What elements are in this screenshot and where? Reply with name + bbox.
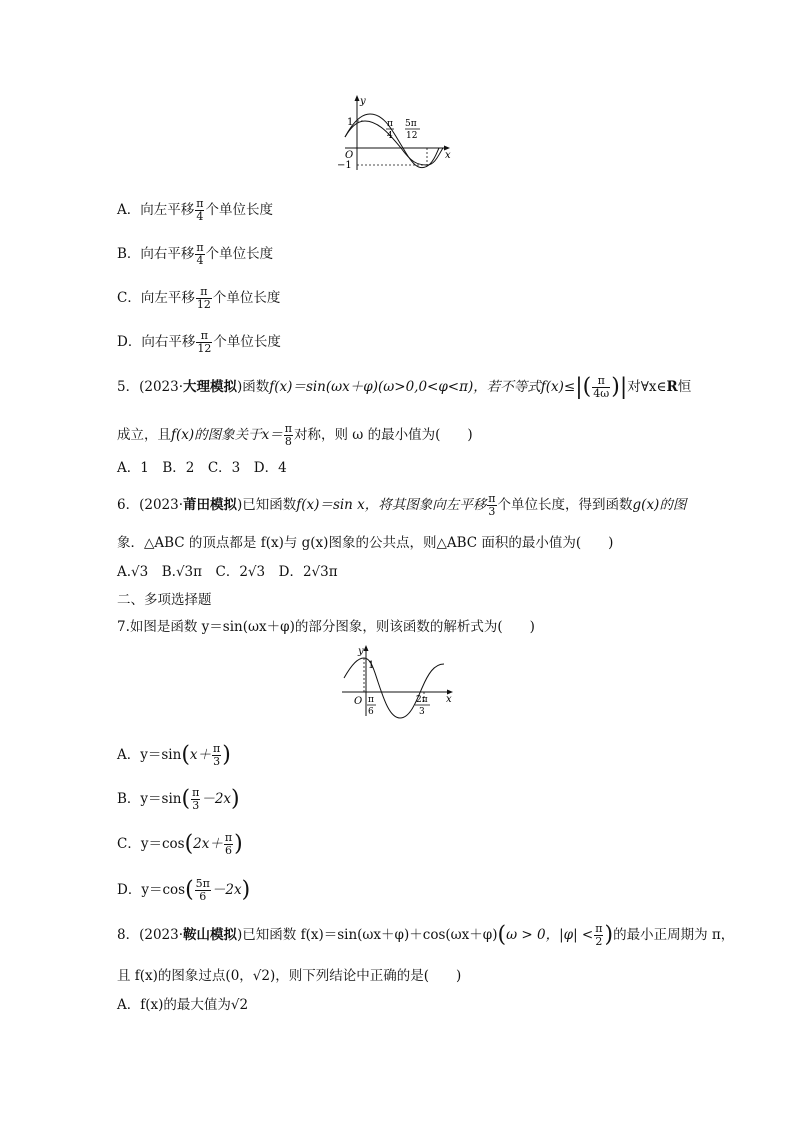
section-title: 二、多项选择题 xyxy=(117,592,212,608)
graph2-tick-3: 3 xyxy=(419,707,425,717)
q4-option-b[interactable]: B．向右平移 $\frac{\pi}{4}$ 个单位长度 xyxy=(117,241,274,267)
q7-option-a[interactable]: A．y＝sin(x＋ $\frac{\pi}{3}$ ) xyxy=(117,742,231,768)
graph1-origin: O xyxy=(345,150,354,161)
graph1-tick-1: 1 xyxy=(347,117,354,128)
q7-option-b[interactable]: B．y＝sin( $\frac{\pi}{3}$ －2x) xyxy=(117,786,240,812)
q7-stem: 7.如图是函数 y＝sin(ωx＋φ)的部分图象，则该函数的解析式为( ) xyxy=(117,619,535,635)
graph1-tick-pi: π xyxy=(387,119,393,129)
sine-graph-2 xyxy=(338,642,458,722)
graph1-tick-4: 4 xyxy=(387,131,393,141)
graph1-tick-neg1: −1 xyxy=(337,160,352,171)
graph2-tick-2pi: 2π xyxy=(416,695,428,705)
q8-option-a[interactable]: A．f(x)的最大值为√2 xyxy=(117,997,249,1013)
q5-stem-line2: 成立，且f(x)的图象关于x＝ $\frac{\pi}{8}$ 对称，则 ω 的最小值为( ) xyxy=(117,422,473,448)
sine-graph-1 xyxy=(335,92,455,174)
q5-options[interactable]: A．1 B．2 C．3 D．4 xyxy=(117,460,287,476)
graph2-tick-1: 1 xyxy=(368,660,375,671)
q7-option-c[interactable]: C．y＝cos(2x＋ $\frac{\pi}{6}$ ) xyxy=(117,831,243,857)
q4-option-c[interactable]: C．向左平移 $\frac{\pi}{12}$ 个单位长度 xyxy=(117,285,281,311)
q8-stem-line2: 且 f(x)的图象过点(0，√2)，则下列结论中正确的是( ) xyxy=(117,968,462,984)
q6-stem-line1: 6．(2023·莆田模拟)已知函数f(x)＝sin x，将其图象向左平移 $\frac{\pi}{3}$ 个单位长度，得到函数g(x)的图 xyxy=(117,492,687,518)
graph2-x-label: x xyxy=(446,694,452,705)
graph2-tick-pi: π xyxy=(368,695,374,705)
graph2-origin: O xyxy=(354,696,363,707)
q6-options[interactable]: A.√3 B.√3π C．2√3 D．2√3π xyxy=(117,564,338,580)
graph2-y-label: y xyxy=(358,646,364,657)
q8-stem-line1: 8．(2023·鞍山模拟)已知函数 f(x)＝sin(ωx＋φ)＋cos(ωx＋φ)(ω > 0，|φ| < $\frac{\pi}{2}$ )的最小正周期为 π， xyxy=(117,922,735,948)
q4-option-d[interactable]: D．向右平移 $\frac{\pi}{12}$ 个单位长度 xyxy=(117,329,281,355)
q7-option-d[interactable]: D．y＝cos( $\frac{5\pi}{6}$ －2x) xyxy=(117,877,251,903)
graph2-tick-6: 6 xyxy=(368,707,374,717)
q6-stem-line2: 象．△ABC 的顶点都是 f(x)与 g(x)图象的公共点，则△ABC 面积的最小值为( ) xyxy=(117,535,614,551)
graph1-x-label: x xyxy=(445,150,451,161)
graph1-tick-5pi: 5π xyxy=(405,119,417,129)
graph1-y-label: y xyxy=(360,96,366,107)
graph1-tick-12: 12 xyxy=(406,131,418,141)
q5-stem-line1: 5．(2023·大理模拟)函数f(x)＝sin(ωx＋φ)(ω>0,0<φ<π)，若不等式f(x)≤|( $\frac{\pi}{4\omega}$ )|对∀x∈R恒 xyxy=(117,374,692,400)
q4-option-a[interactable]: A．向左平移 $\frac{\pi}{4}$ 个单位长度 xyxy=(117,197,273,223)
